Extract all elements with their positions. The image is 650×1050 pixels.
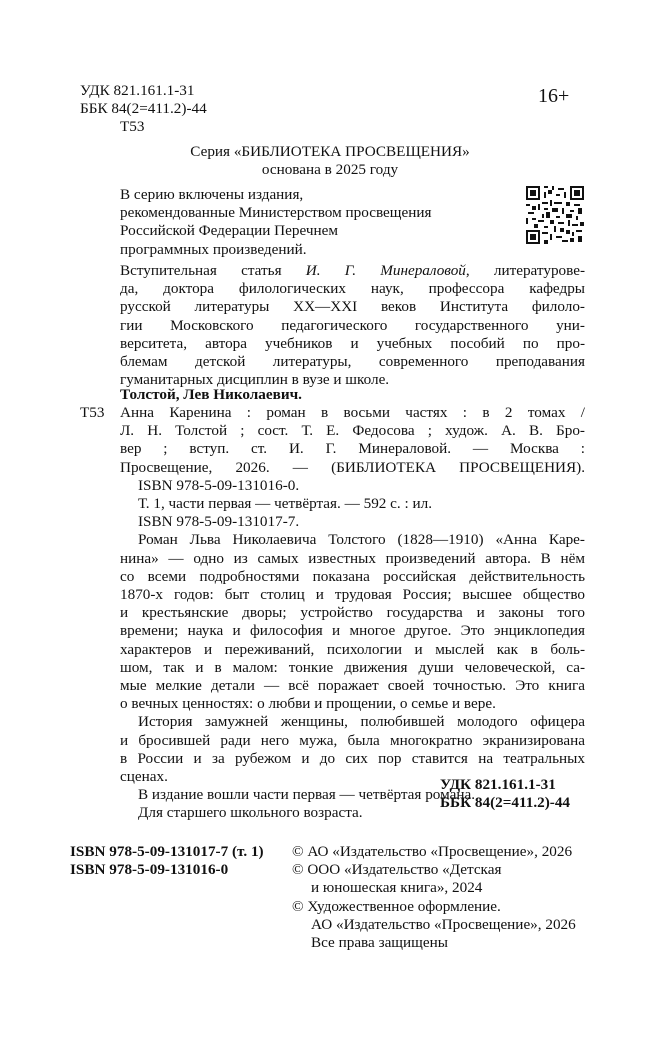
- qr-code-icon: [526, 186, 584, 244]
- catalog-author-sign: Т53: [80, 404, 105, 421]
- intro-line: [120, 262, 585, 280]
- intro-line: гуманитарных дисциплин в вузе и школе.: [120, 371, 390, 389]
- history-line: и бросившей ради него мужа, была многократно экранизирована: [120, 731, 585, 749]
- history-line: сценах.: [120, 768, 168, 786]
- copyright-line: © АО «Издательство «Просвещение», 2026: [292, 843, 573, 860]
- copyright-notice: [292, 843, 612, 952]
- series-note: [120, 186, 510, 259]
- copyright-line: © Художественное оформление.: [292, 897, 501, 915]
- intro-line: русской литературы XX—XXI веков Института филоло-: [120, 298, 585, 316]
- series-title: [80, 143, 580, 179]
- isbn-list: [70, 843, 264, 879]
- copyright-line: АО «Издательство «Просвещение», 2026: [311, 915, 576, 933]
- annotation-line: 1870-х годов: быт столиц и трудовая Россия; высшее общество: [120, 586, 585, 604]
- series-note-line: В серию включены издания,: [120, 186, 304, 203]
- annotation-line: и крестьянские дворы; устройство государства и законы того: [120, 604, 585, 622]
- header-classification: [80, 82, 207, 137]
- copyright-line: и юношеская книга», 2024: [311, 879, 483, 897]
- intro-author: И. Г. Минераловой: [305, 262, 466, 279]
- annotation-line: шом, так и в малом: тонкие движения души человеческой, са-: [120, 658, 585, 676]
- catalog-author: Толстой, Лев Николаевич.: [120, 386, 302, 403]
- isbn-line: ISBN 978-5-09-131016-0: [70, 861, 229, 879]
- catalog-bbk: ББК 84(2=411.2)-44: [440, 794, 571, 812]
- annotation-line: характеров и переживаний, психологии и мыслей как в боль-: [120, 640, 585, 658]
- annotation-line: со всеми подробностями показана российская действительность: [120, 567, 585, 585]
- series-line-2: основана в 2025 году: [261, 161, 399, 179]
- bbk-code: ББК 84(2=411.2)-44: [80, 100, 207, 118]
- included-parts: В издание вошли части первая — четвёртая романа.: [138, 786, 476, 804]
- series-note-line: программных произведений.: [120, 240, 307, 258]
- intro-line: блемам детской литературы, современного преподавания: [120, 353, 585, 371]
- catalog-description-line: Анна Каренина : роман в восьми частях : в 2 томах /: [120, 404, 585, 421]
- annotation-line: мые мелкие детали — всё поражает своей точностью. Это книга: [120, 677, 585, 695]
- annotation-line: о вечных ценностях: о любви и прощении, о семье и вере.: [120, 695, 496, 713]
- intro-line: гии Московского педагогического государственного уни-: [120, 316, 585, 334]
- annotation-line: нина» — одно из самых известных произведений автора. В нём: [120, 549, 585, 567]
- author-sign: Т53: [120, 118, 145, 136]
- catalog-description-line: Л. Н. Толстой ; сост. Т. Е. Федосова ; худож. А. В. Бро-: [120, 422, 585, 440]
- catalog-udk: УДК 821.161.1-31: [440, 776, 556, 793]
- isbn-line: ISBN 978-5-09-131017-7 (т. 1): [70, 843, 264, 860]
- introduction-credit: [120, 262, 585, 389]
- catalog-description-line: Просвещение, 2026. — (БИБЛИОТЕКА ПРОСВЕЩЕНИЯ).: [120, 458, 585, 476]
- history-line: История замужней женщины, полюбившей молодого офицера: [138, 713, 585, 731]
- annotation-line: времени; наука и философия и многое другое. Это энциклопедия: [120, 622, 585, 640]
- copyright-line: Все права защищены: [311, 934, 448, 952]
- reader-age-note: Для старшего школьного возраста.: [138, 804, 363, 822]
- copyright-line: © ООО «Издательство «Детская: [292, 861, 502, 879]
- age-rating: 16+: [538, 85, 570, 107]
- series-line-1: Серия «БИБЛИОТЕКА ПРОСВЕЩЕНИЯ»: [190, 143, 470, 160]
- history-line: в России и за рубежом и до сих пор ставится на театральных: [120, 749, 585, 767]
- intro-lead: Вступительная статья: [120, 262, 306, 279]
- udk-code: УДК 821.161.1-31: [80, 82, 195, 99]
- intro-lead-rest: , литературове-: [465, 262, 586, 279]
- catalog-description-line: вер ; вступ. ст. И. Г. Минераловой. — Москва :: [120, 440, 585, 458]
- series-note-line: рекомендованные Министерством просвещения: [120, 204, 432, 222]
- intro-line: верситета, автора учебников и учебных пособий по про-: [120, 334, 585, 352]
- catalog-record: [120, 404, 585, 823]
- isbn-set: ISBN 978-5-09-131016-0.: [138, 476, 300, 494]
- annotation-line: Роман Льва Николаевича Толстого (1828—1910) «Анна Каре-: [138, 531, 585, 549]
- catalog-classification: [440, 776, 570, 812]
- volume-info: Т. 1, части первая — четвёртая. — 592 с. : ил.: [138, 495, 433, 513]
- intro-line: да, доктора филологических наук, профессора кафедры: [120, 280, 585, 298]
- isbn-volume: ISBN 978-5-09-131017-7.: [138, 513, 300, 531]
- series-note-line: Российской Федерации Перечнем: [120, 222, 338, 240]
